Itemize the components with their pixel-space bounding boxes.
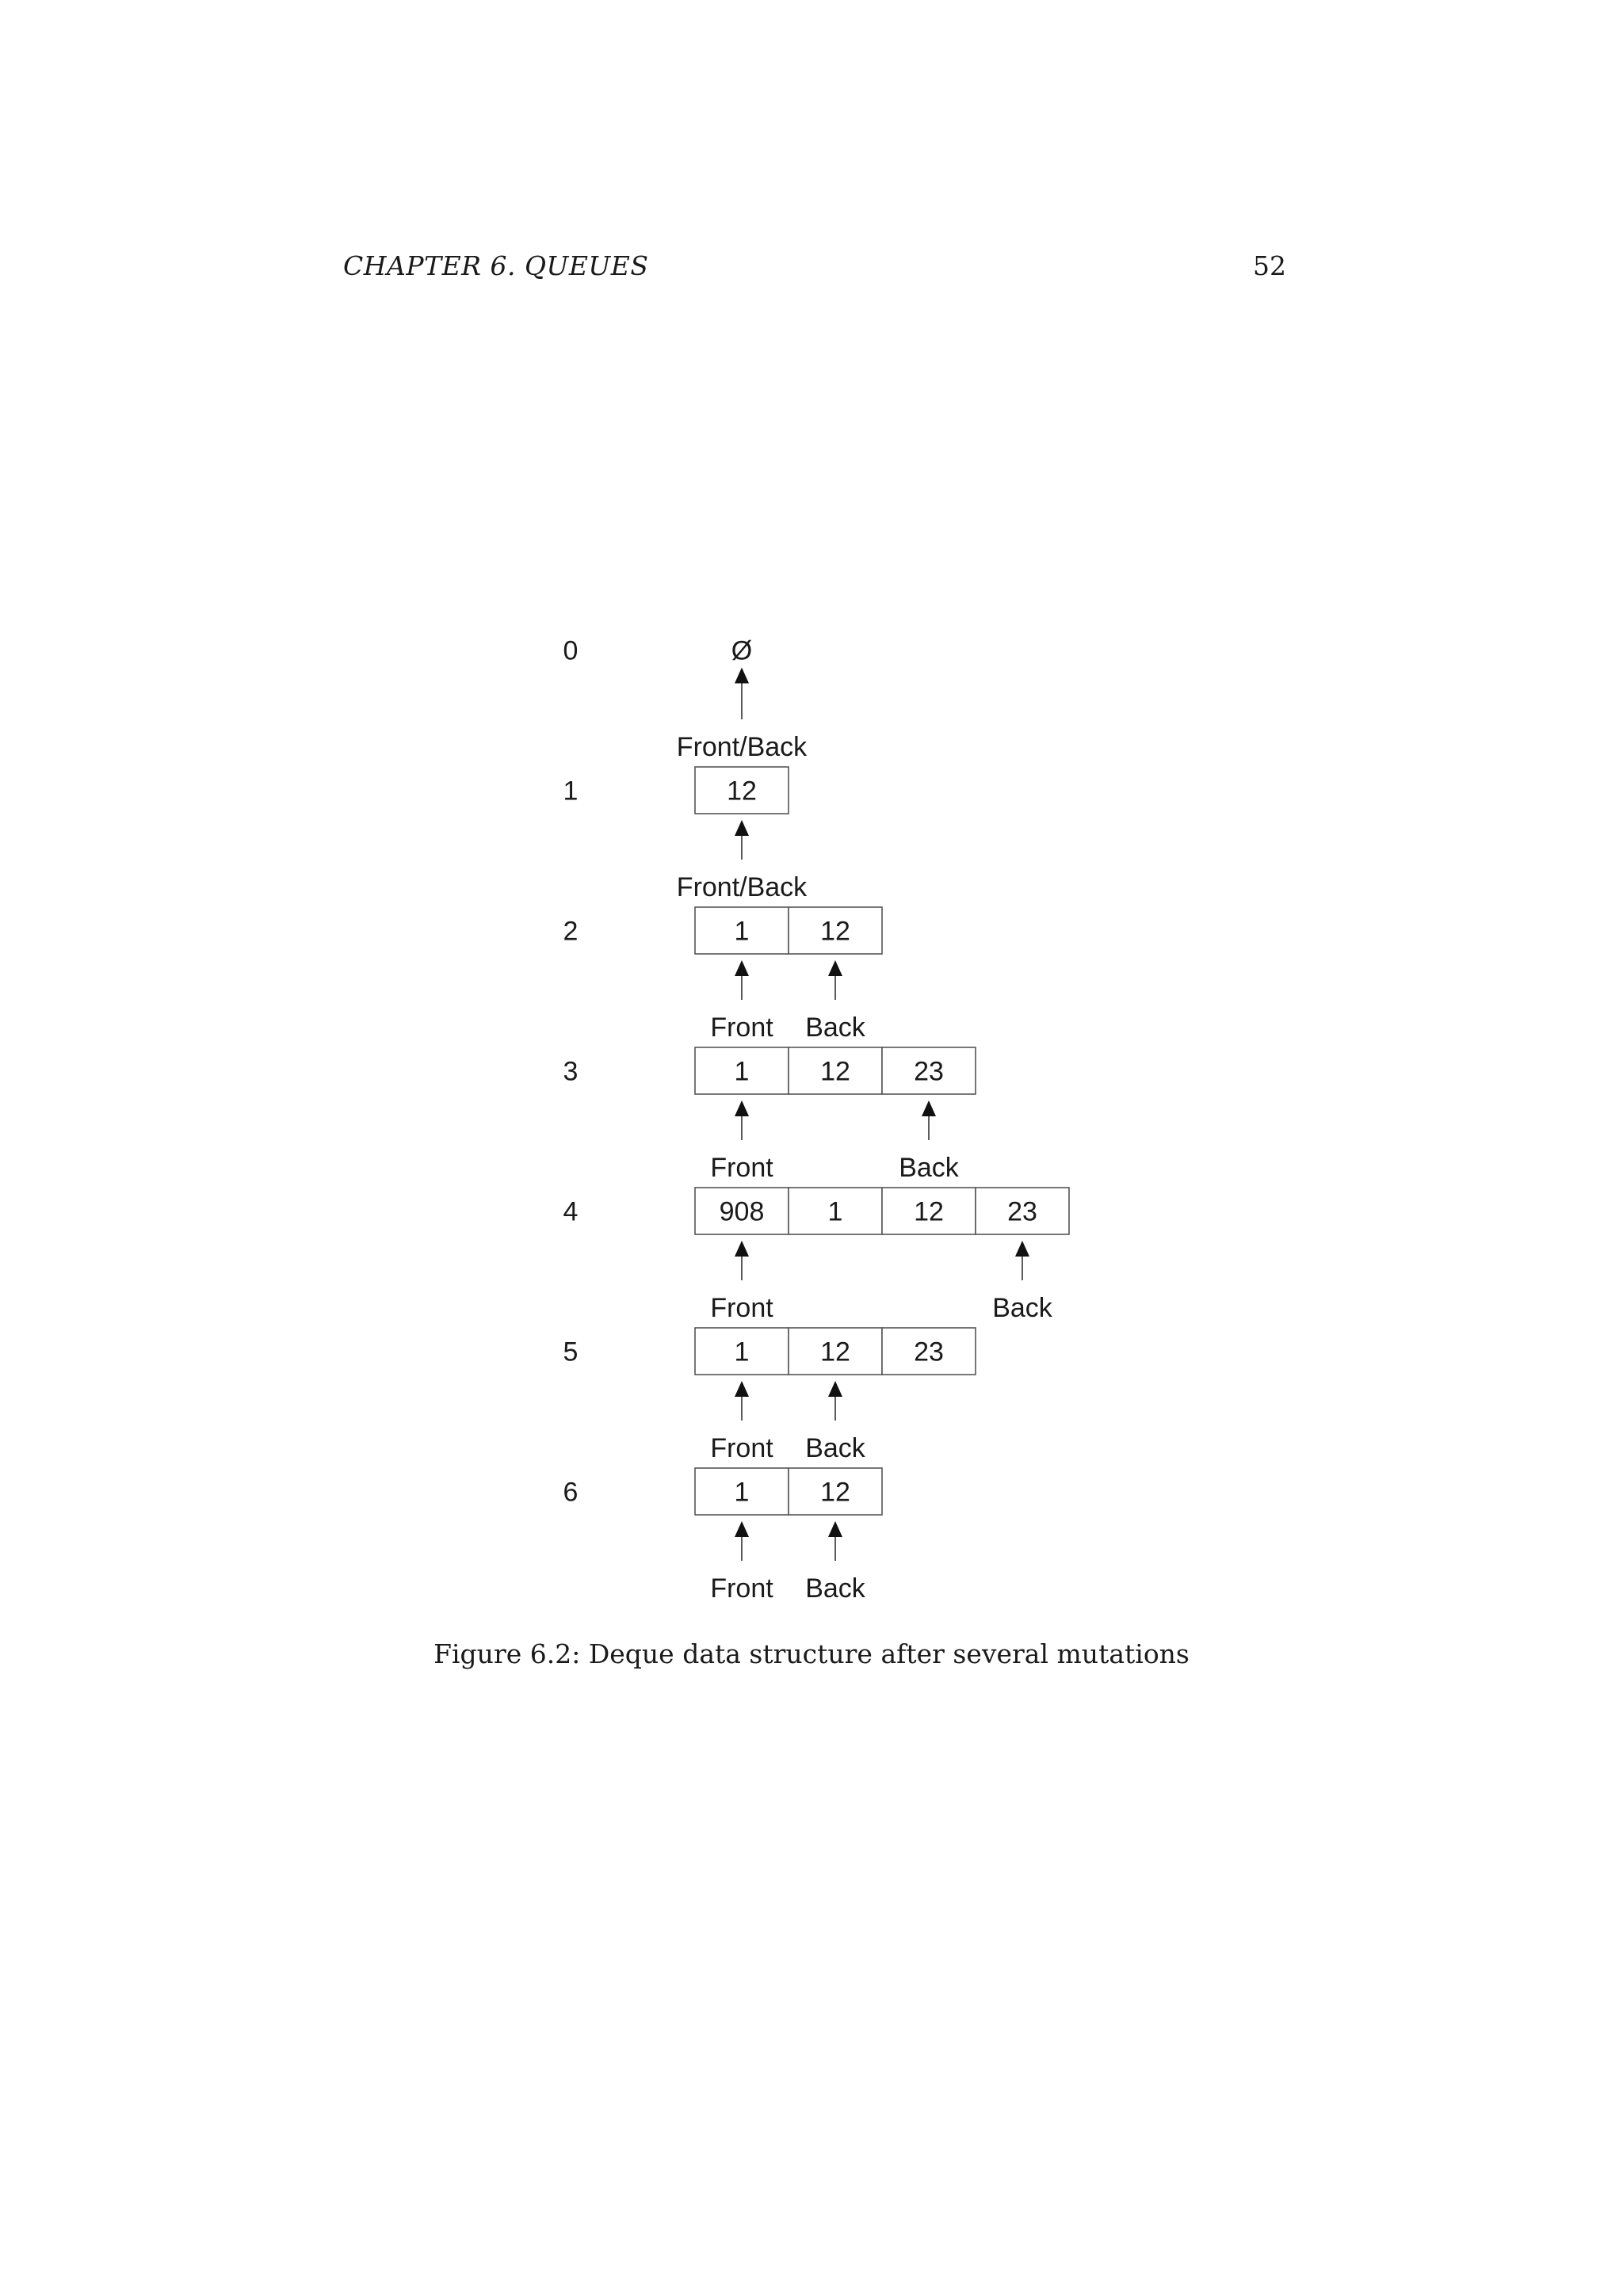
arrow-up-icon [1015, 1241, 1029, 1257]
deque-cell-value: 1 [734, 1477, 750, 1508]
pointer-label-front-back: Front/Back [676, 872, 808, 902]
step-label-4: 4 [563, 1196, 579, 1227]
pointer-label-front: Front [710, 1293, 773, 1323]
step-label-0: 0 [563, 635, 579, 666]
arrow-up-icon [735, 820, 749, 836]
step-label-2: 2 [563, 916, 579, 947]
pointer-label-back: Back [805, 1433, 865, 1463]
pointer-label-front: Front [710, 1013, 773, 1043]
deque-cell-value: 23 [914, 1337, 944, 1367]
empty-set-symbol: Ø [731, 635, 753, 666]
deque-cell-value: 23 [914, 1056, 944, 1087]
pointer-label-back: Back [899, 1153, 959, 1183]
step-label-1: 1 [563, 776, 579, 807]
figure-caption: Figure 6.2: Deque data structure after several mutations [433, 1638, 1190, 1669]
pointer-label-front: Front [710, 1573, 773, 1604]
deque-cell-value: 12 [820, 1337, 850, 1367]
pointer-label-back: Back [805, 1013, 865, 1043]
arrow-up-icon [735, 668, 749, 684]
chapter-title: CHAPTER 6. QUEUES [343, 250, 649, 281]
arrow-up-icon [735, 1521, 749, 1537]
step-label-5: 5 [563, 1337, 579, 1367]
pointer-label-front-back: Front/Back [676, 732, 808, 762]
deque-cell-value: 12 [820, 1056, 850, 1087]
deque-cell-value: 1 [827, 1196, 843, 1227]
deque-cell-value: 23 [1007, 1196, 1037, 1227]
deque-cell-value: 12 [914, 1196, 944, 1227]
deque-cell-value: 12 [820, 1477, 850, 1508]
arrow-up-icon [828, 960, 842, 976]
step-label-6: 6 [563, 1477, 579, 1508]
arrow-up-icon [922, 1100, 936, 1116]
arrow-up-icon [735, 1381, 749, 1397]
deque-cell-value: 1 [734, 916, 750, 947]
pointer-label-front: Front [710, 1153, 773, 1183]
step-label-3: 3 [563, 1056, 579, 1087]
deque-cell-value: 12 [727, 776, 757, 807]
pointer-label-back: Back [992, 1293, 1052, 1323]
deque-cell-value: 1 [734, 1056, 750, 1087]
deque-cell-value: 1 [734, 1337, 750, 1367]
deque-cell-value: 12 [820, 916, 850, 947]
arrow-up-icon [735, 1100, 749, 1116]
deque-cell-value: 908 [719, 1196, 765, 1227]
pointer-label-back: Back [805, 1573, 865, 1604]
page-number: 52 [1253, 250, 1286, 281]
arrow-up-icon [828, 1521, 842, 1537]
arrow-up-icon [735, 1241, 749, 1257]
arrow-up-icon [828, 1381, 842, 1397]
arrow-up-icon [735, 960, 749, 976]
pointer-label-front: Front [710, 1433, 773, 1463]
